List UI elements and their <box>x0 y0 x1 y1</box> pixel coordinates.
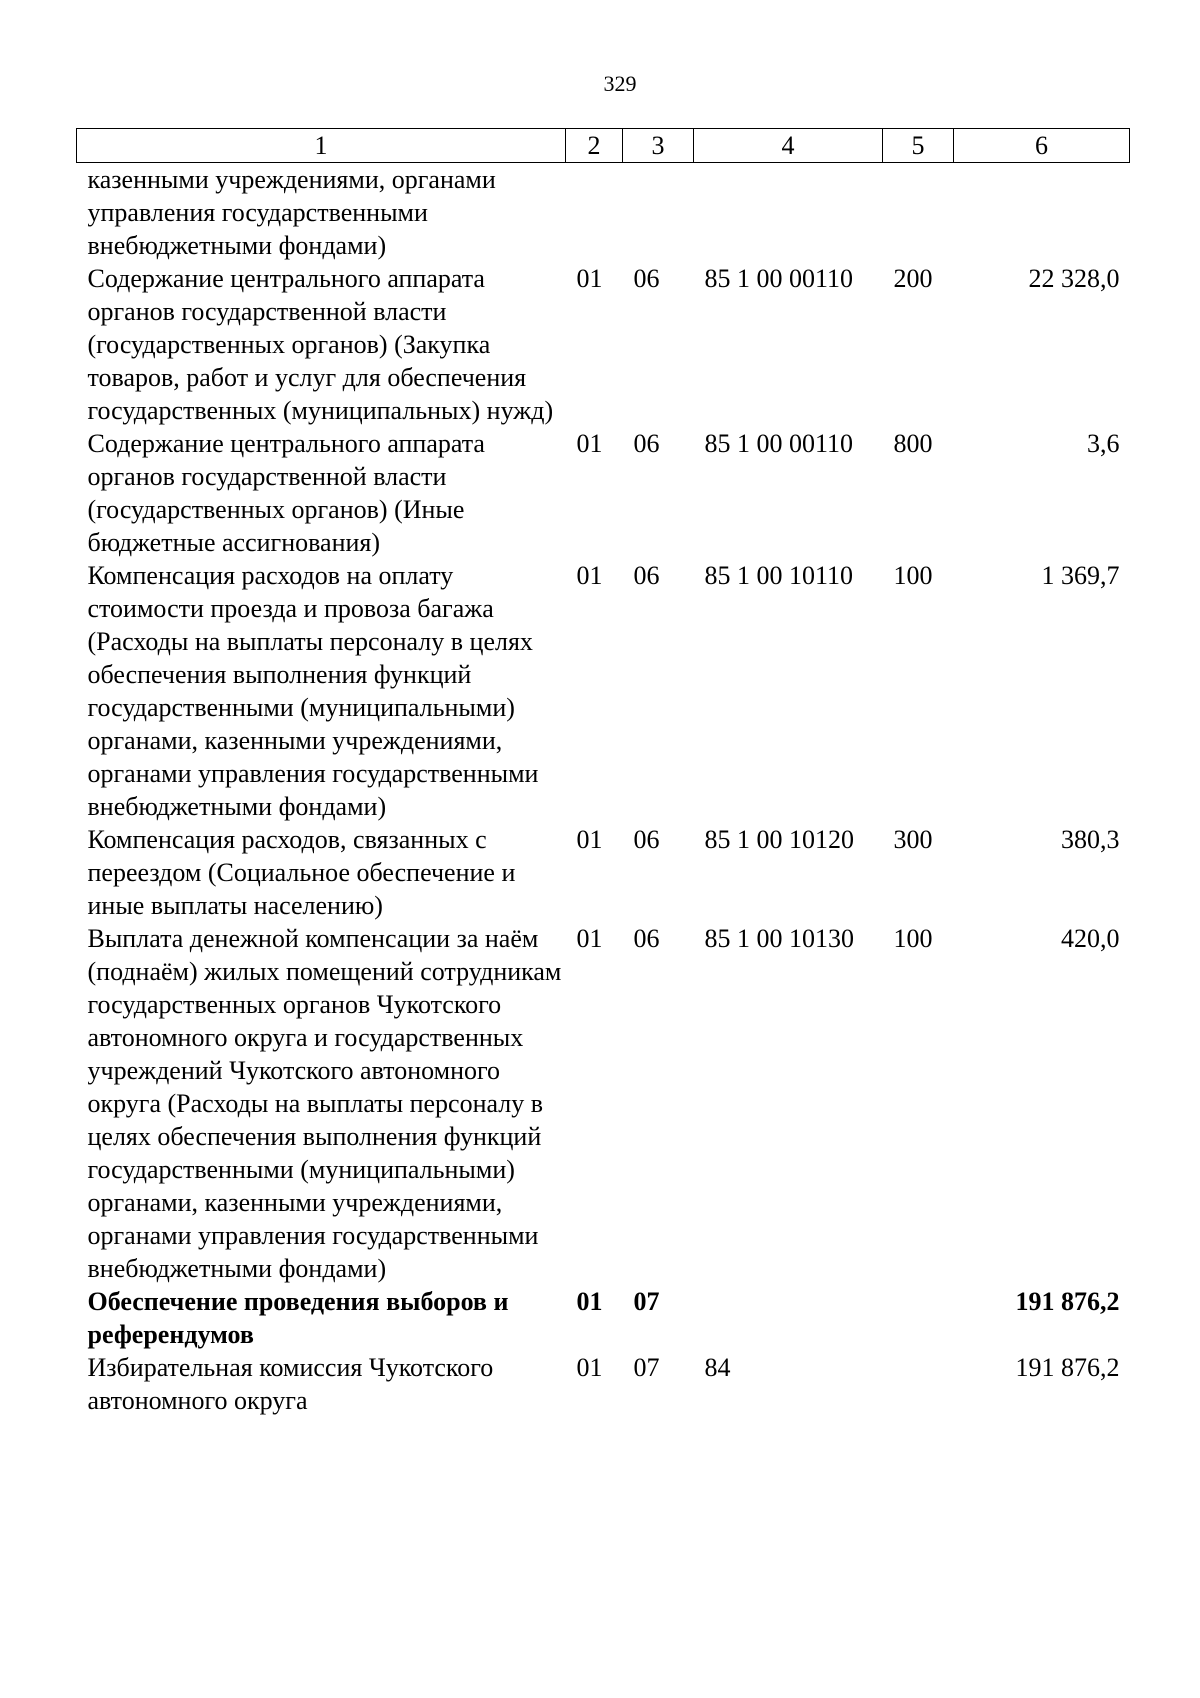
row-amount: 191 876,2 <box>1015 1353 1120 1382</box>
row-expense-type <box>883 1285 954 1351</box>
row-target-article: 85 1 00 10110 <box>704 561 854 590</box>
row-section: 01 <box>576 924 603 953</box>
row-name: Избирательная комиссия Чукотского автономного округа <box>87 1353 494 1415</box>
row-amount <box>954 163 1130 263</box>
row-section <box>566 163 623 263</box>
header-col-6: 6 <box>954 129 1130 163</box>
row-section: 01 <box>576 1287 603 1316</box>
header-col-3: 3 <box>623 129 694 163</box>
row-expense-type: 100 <box>893 924 933 953</box>
table-row <box>77 823 1130 922</box>
row-amount: 3,6 <box>1087 429 1120 458</box>
table-row <box>77 559 1130 823</box>
table-header <box>77 129 1130 163</box>
row-name: Выплата денежной компенсации за наём (поднаём) жилых помещений сотрудникам государственных органов Чукотского автономного округа и государственных учреждений Чукотского автономного округа (Расходы на выплаты персоналу в целях обеспечения выполнения функций государственными (муниципальными) органами, казенными учреждениями, органами управления государственными внебюджетными фондами) <box>87 924 562 1283</box>
header-col-2: 2 <box>566 129 623 163</box>
table-row <box>77 427 1130 559</box>
row-name: Компенсация расходов, связанных с переездом (Социальное обеспечение и иные выплаты населению) <box>87 825 516 920</box>
row-subsection: 06 <box>633 561 660 590</box>
table-body <box>77 163 1130 1418</box>
row-section: 01 <box>576 825 603 854</box>
header-row <box>77 129 1130 163</box>
row-expense-type: 100 <box>893 561 933 590</box>
row-amount: 191 876,2 <box>1015 1287 1120 1316</box>
row-expense-type <box>883 163 954 263</box>
row-amount: 22 328,0 <box>1028 264 1120 293</box>
row-amount: 420,0 <box>1061 924 1120 953</box>
table-row <box>77 1351 1130 1417</box>
row-subsection: 06 <box>633 264 660 293</box>
row-name: Компенсация расходов на оплату стоимости проезда и провоза багажа (Расходы на выплаты персоналу в целях обеспечения выполнения функций государственными (муниципальными) органами, казенными учреждениями, органами управления государственными внебюджетными фондами) <box>87 561 539 821</box>
header-col-5: 5 <box>883 129 954 163</box>
row-amount: 380,3 <box>1061 825 1120 854</box>
row-section: 01 <box>576 561 603 590</box>
row-subsection: 07 <box>633 1287 660 1316</box>
row-expense-type: 800 <box>893 429 933 458</box>
row-expense-type: 200 <box>893 264 933 293</box>
row-name: Содержание центрального аппарата органов государственной власти (государственных органов) (Закупка товаров, работ и услуг для обеспечения государственных (муниципальных) нужд) <box>87 264 554 425</box>
row-name: казенными учреждениями, органами управления государственными внебюджетными фондами) <box>87 165 496 260</box>
table-row <box>77 163 1130 263</box>
header-col-4: 4 <box>694 129 883 163</box>
row-target-article <box>694 163 883 263</box>
table-row <box>77 922 1130 1285</box>
row-name: Обеспечение проведения выборов и референдумов <box>87 1287 509 1349</box>
row-target-article: 85 1 00 00110 <box>704 264 854 293</box>
row-subsection: 06 <box>633 825 660 854</box>
row-subsection: 06 <box>633 429 660 458</box>
page-number: 329 <box>603 71 637 96</box>
row-subsection <box>623 163 694 263</box>
table-row <box>77 262 1130 427</box>
table-row-section-total <box>77 1285 1130 1351</box>
budget-table <box>76 128 1130 1417</box>
row-name: Содержание центрального аппарата органов государственной власти (государственных органов) (Иные бюджетные ассигнования) <box>87 429 485 557</box>
row-target-article <box>694 1285 883 1351</box>
row-section: 01 <box>576 429 603 458</box>
row-section: 01 <box>576 1353 603 1382</box>
header-col-1: 1 <box>77 129 566 163</box>
row-subsection: 06 <box>633 924 660 953</box>
row-target-article: 84 <box>704 1353 731 1382</box>
row-section: 01 <box>576 264 603 293</box>
row-target-article: 85 1 00 10130 <box>704 924 854 953</box>
row-expense-type: 300 <box>893 825 933 854</box>
row-subsection: 07 <box>633 1353 660 1382</box>
row-target-article: 85 1 00 00110 <box>704 429 854 458</box>
row-amount: 1 369,7 <box>1041 561 1120 590</box>
row-target-article: 85 1 00 10120 <box>704 825 854 854</box>
row-expense-type <box>883 1351 954 1417</box>
